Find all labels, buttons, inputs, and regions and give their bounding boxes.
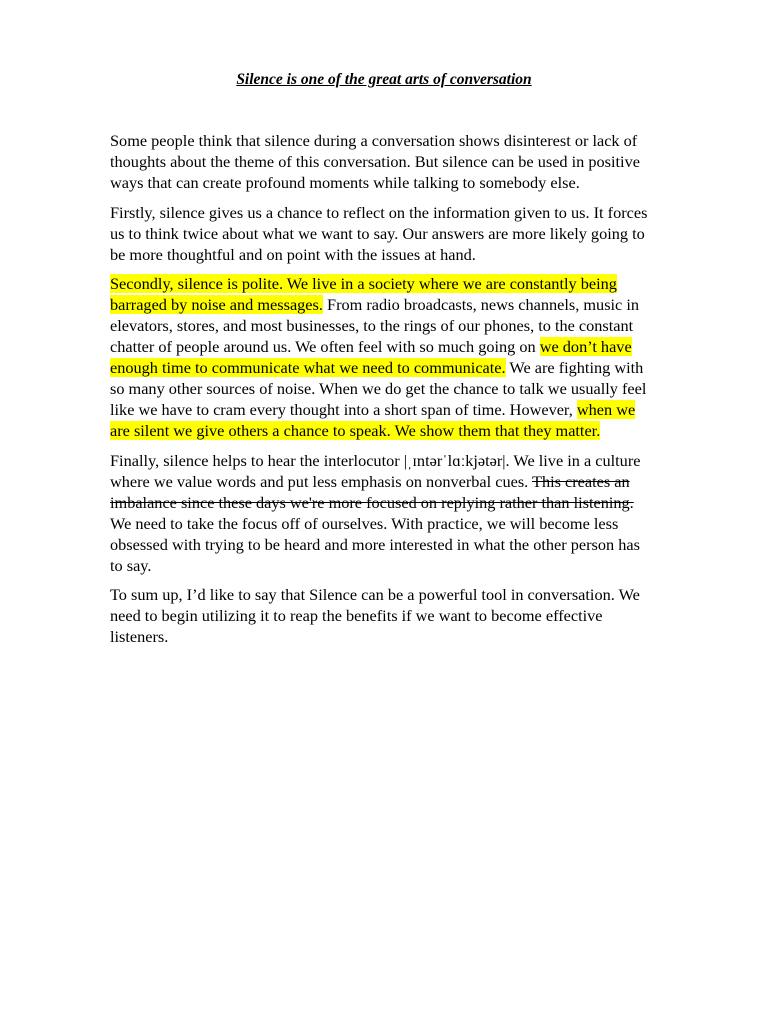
text-run: be more thoughtful and on point with the issues at hand. <box>110 244 476 264</box>
text-run: obsessed with trying to be heard and more interested in what the other person has <box>110 534 640 554</box>
struck-text: imbalance since these days we're more focused on replying rather than listening. <box>110 492 634 512</box>
paragraph <box>110 273 710 441</box>
text-run: us to think twice about what we want to say. Our answers are more likely going to <box>110 223 645 243</box>
text-run: elevators, stores, and most businesses, to the rings of our phones, to the constant <box>110 316 634 336</box>
text-run: listeners. <box>110 627 169 647</box>
text-run: To sum up, I’d like to say that Silence can be a powerful tool in conversation. We <box>110 585 640 605</box>
paragraph <box>110 202 710 265</box>
text-run: where we value words and put less emphasis on nonverbal cues. <box>110 471 533 491</box>
text-run: Finally, silence helps to hear the interlocutor |ˌɪntərˈlɑːkjətər|. We live in a culture <box>110 450 641 470</box>
paragraph <box>110 450 710 576</box>
text-run: Firstly, silence gives us a chance to reflect on the information given to us. It forces <box>110 202 648 222</box>
text-run: We need to take the focus off of ourselves. With practice, we will become less <box>110 513 619 533</box>
highlighted-text: when we <box>576 400 636 420</box>
struck-text: This creates an <box>532 471 630 491</box>
text-run: We are fighting with <box>505 358 644 378</box>
highlighted-text: barraged by noise and messages. <box>110 295 323 315</box>
text-run: chatter of people around us. We often feel with so much going on <box>110 337 540 357</box>
highlighted-text: Secondly, silence is polite. We live in a society where we are constantly being <box>110 274 617 294</box>
document-body <box>110 130 710 656</box>
text-run: to say. <box>110 555 152 575</box>
text-run: like we have to cram every thought into a short span of time. However, <box>110 400 577 420</box>
highlighted-text: we don’t have <box>539 337 632 357</box>
highlighted-text: are silent we give others a chance to speak. We show them that they matter. <box>110 421 601 441</box>
document-title: Silence is one of the great arts of conversation <box>236 71 532 88</box>
text-run: thoughts about the theme of this conversation. But silence can be used in positive <box>110 152 640 171</box>
text-run: ways that can create profound moments while talking to somebody else. <box>110 173 580 192</box>
text-run: so many other sources of noise. When we do get the chance to talk we usually feel <box>110 379 647 399</box>
text-run: Some people think that silence during a conversation shows disinterest or lack of <box>110 131 638 150</box>
text-run: From radio broadcasts, news channels, music in <box>322 295 640 315</box>
paragraph <box>110 130 710 193</box>
text-run: need to begin utilizing it to reap the benefits if we want to become effective <box>110 606 603 626</box>
highlighted-text: enough time to communicate what we need to communicate. <box>110 358 506 378</box>
paragraph <box>110 584 710 647</box>
